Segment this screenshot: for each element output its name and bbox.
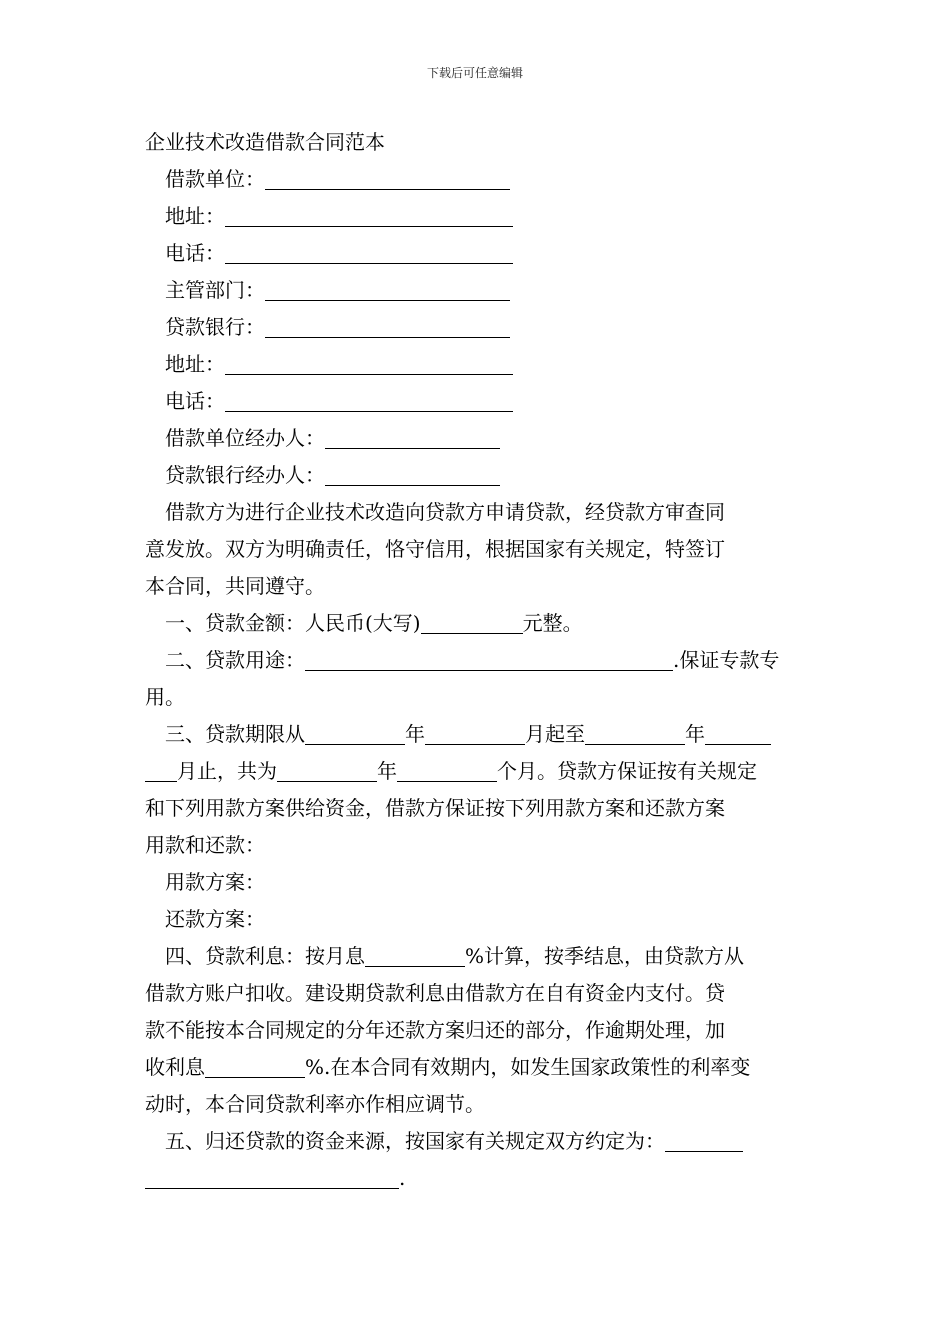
field-bank-address — [145, 346, 810, 383]
blank-line — [585, 724, 685, 745]
field-borrower-address — [145, 198, 810, 235]
blank-line — [225, 391, 513, 412]
intro-line-3: 本合同，共同遵守。 — [145, 574, 325, 598]
document-title: 企业技术改造借款合同范本 — [145, 130, 385, 154]
clause-5-source — [145, 1123, 810, 1160]
clause-1-amount — [145, 605, 810, 642]
blank-line — [265, 317, 510, 338]
field-label: 地址： — [165, 352, 225, 376]
clause-3-term — [145, 716, 810, 753]
blank-line — [325, 465, 500, 486]
field-bank — [145, 309, 810, 346]
field-label: 借款单位经办人： — [165, 426, 325, 450]
clause-4-interest — [145, 938, 810, 975]
blank-line — [277, 761, 377, 782]
clause-4-line-3: 款不能按本合同规定的分年还款方案归还的部分，作逾期处理，加 — [145, 1018, 725, 1042]
intro-line-2: 意发放。双方为明确责任，恪守信用，根据国家有关规定，特签订 — [145, 537, 725, 561]
blank-line — [225, 206, 513, 227]
clause-2-line-2: 用。 — [145, 685, 185, 709]
page-header-note: 下载后可任意编辑 — [426, 66, 523, 80]
clause-1-suffix: 元整。 — [522, 611, 583, 635]
blank-line — [265, 169, 510, 190]
clause-4-line4-suffix: %.在本合同有效期内，如发生国家政策性的利率变 — [305, 1055, 751, 1079]
clause-4-after-rate: %计算，按季结息，由贷款方从 — [465, 944, 745, 968]
clause-4-prefix: 四、贷款利息：按月息 — [165, 944, 365, 968]
field-borrower-phone — [145, 235, 810, 272]
blank-line — [365, 946, 465, 967]
clause-4-line4-prefix: 收利息 — [145, 1055, 205, 1079]
blank-line — [145, 1168, 399, 1189]
blank-line — [265, 280, 510, 301]
clause-4-line-2: 借款方账户扣收。建设期贷款利息由借款方在自有资金内支付。贷 — [145, 981, 725, 1005]
intro-paragraph — [145, 494, 810, 605]
field-label: 电话： — [165, 389, 225, 413]
clause-4-line-4 — [145, 1049, 810, 1086]
clause-2-purpose — [145, 642, 810, 679]
clause-3-month-from: 月起至 — [525, 722, 585, 746]
clause-3-prefix: 三、贷款期限从 — [165, 722, 305, 746]
blank-line — [305, 650, 673, 671]
blank-line — [305, 724, 405, 745]
blank-line — [205, 1057, 305, 1078]
contract-document — [145, 124, 810, 1197]
blank-line — [705, 724, 771, 745]
field-label: 地址： — [165, 204, 225, 228]
blank-line — [225, 243, 513, 264]
clause-5-line-2 — [145, 1160, 810, 1197]
clause-4-line-5: 动时，本合同贷款利率亦作相应调节。 — [145, 1092, 485, 1116]
blank-line — [225, 354, 513, 375]
field-authority — [145, 272, 810, 309]
field-borrower — [145, 161, 810, 198]
clause-2-prefix: 二、贷款用途： — [165, 648, 305, 672]
clause-3-line-2 — [145, 753, 810, 790]
clause-2-suffix: .保证专款专 — [673, 648, 780, 672]
clause-3-month-to: 月止，共为 — [177, 759, 277, 783]
clause-5-prefix: 五、归还贷款的资金来源，按国家有关规定双方约定为： — [165, 1129, 665, 1153]
blank-line — [421, 613, 523, 634]
clause-5-end: . — [399, 1166, 406, 1190]
blank-line — [397, 761, 497, 782]
clause-3-year3: 年 — [377, 759, 397, 783]
blank-line — [325, 428, 500, 449]
field-borrower-agent — [145, 420, 810, 457]
clause-3-line-4: 用款和还款： — [145, 833, 265, 857]
field-label: 借款单位： — [165, 167, 265, 191]
clause-3-year2: 年 — [685, 722, 705, 746]
field-bank-phone — [145, 383, 810, 420]
clause-3-months: 个月。贷款方保证按有关规定 — [497, 759, 757, 783]
use-plan-label: 用款方案： — [165, 870, 265, 894]
blank-line — [145, 761, 177, 782]
repay-plan-label: 还款方案： — [165, 907, 265, 931]
field-label: 贷款银行： — [165, 315, 265, 339]
blank-line — [665, 1131, 743, 1152]
clause-3-line-3: 和下列用款方案供给资金，借款方保证按下列用款方案和还款方案 — [145, 796, 725, 820]
field-label: 电话： — [165, 241, 225, 265]
clause-1-prefix: 一、贷款金额：人民币(大写) — [165, 611, 421, 635]
field-label: 贷款银行经办人： — [165, 463, 325, 487]
field-label: 主管部门： — [165, 278, 265, 302]
blank-line — [425, 724, 525, 745]
field-bank-agent — [145, 457, 810, 494]
intro-line-1: 借款方为进行企业技术改造向贷款方申请贷款，经贷款方审查同 — [165, 500, 725, 524]
clause-3-year1: 年 — [405, 722, 425, 746]
